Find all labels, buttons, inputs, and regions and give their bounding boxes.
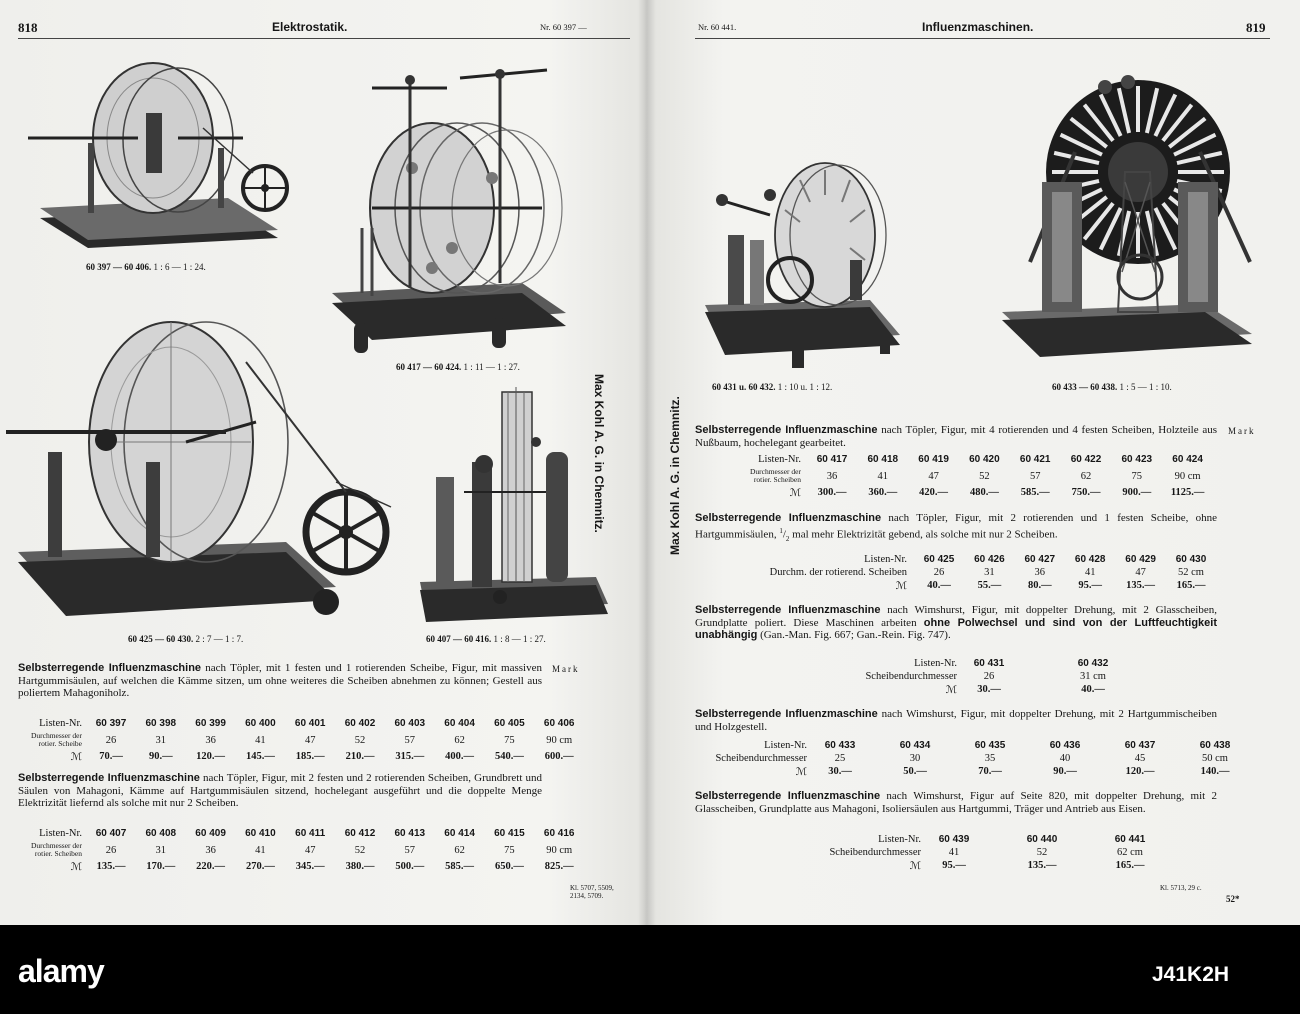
entry-6-price-table: [695, 740, 1255, 782]
table-cell-id: 60 405: [494, 718, 525, 729]
table-cell-size: 52 cm: [1178, 567, 1204, 578]
table-cell-price: 540.—: [494, 751, 524, 762]
entry-3-price-table: [695, 454, 1255, 502]
table-cell-id: 60 400: [245, 718, 276, 729]
table-cell-id: 60 423: [1121, 454, 1153, 465]
table-cell-size: 41: [948, 847, 960, 858]
table-cell-id: 60 411: [295, 828, 326, 839]
id-row: Listen-Nr. 60 417 60 418 60 419 60 420 60 421 60 422 60 423 60 424: [695, 454, 1255, 467]
table-cell-id: 60 407: [95, 828, 127, 839]
table-cell-id: 60 422: [1070, 454, 1102, 465]
table-cell-size: 62: [454, 735, 465, 746]
left-page-number: 818: [18, 20, 38, 35]
table-cell-size: 52: [1036, 847, 1048, 858]
entry-4-description: Selbsterregende Influenzmaschine nach Töpler, Figur, mit 2 rotierenden und 1 festen Scheibe, ohne Hartgummisäulen, $^1/_2$ mal mehr Elektrizität gebend, als solche mit nur 2 Scheiben.: [695, 512, 1217, 543]
table-cell-price: 90.—: [1053, 766, 1077, 777]
table-cell-price: 165.—: [1176, 580, 1206, 591]
table-cell-id: 60 401: [294, 718, 326, 729]
table-cell-size: 25: [834, 753, 846, 764]
table-cell-price: 95.—: [1078, 580, 1102, 591]
table-cell-size: 36: [205, 845, 216, 856]
left-page-title: Elektrostatik.: [272, 20, 348, 34]
table-cell-id: 60 432: [1077, 658, 1109, 669]
table-cell-price: 270.—: [245, 861, 275, 872]
table-cell-price: 585.—: [445, 861, 475, 872]
table-cell-size: 50 cm: [1202, 753, 1228, 764]
table-cell-price: 585.—: [1020, 487, 1050, 498]
book-gutter: [638, 0, 656, 925]
table-cell-price: 165.—: [1115, 860, 1145, 871]
table-cell-id: 60 421: [1019, 454, 1051, 465]
table-cell-id: 60 403: [394, 718, 426, 729]
table-cell-price: 315.—: [395, 751, 425, 762]
table-cell-size: 75: [1131, 471, 1143, 482]
id-row: Listen-Nr. 60 407 60 408 60 409 60 410 60 411 60 412 60 413 60 414 60 415 60 416: [18, 828, 618, 841]
table-cell-id: 60 408: [145, 828, 177, 839]
table-cell-price: 380.—: [345, 861, 375, 872]
table-cell-price: 70.—: [978, 766, 1002, 777]
table-cell-price: 55.—: [977, 580, 1002, 591]
table-cell-price: 185.—: [295, 751, 325, 762]
footnote-left: Kl. 5707, 5509, 2134, 5709.: [570, 884, 614, 900]
right-page-title: Influenzmaschinen.: [922, 20, 1034, 34]
table-cell-size: 52: [354, 845, 366, 856]
figure-6-caption: 60 433 — 60 438. 1 : 5 — 1 : 10.: [1052, 382, 1172, 392]
table-cell-price: 360.—: [868, 487, 898, 498]
entry-4-price-table: [695, 554, 1255, 596]
price-row: ℳ 135.— 170.— 220.— 270.— 345.— 380.— 500.— 585.— 650.— 825.—: [18, 861, 618, 874]
entry-3-description: Selbsterregende Influenzmaschine nach Töpler, Figur, mit 4 rotierenden und 4 festen Scheiben, Holzteile aus Nußbaum, hochelegant gearbeitet.: [695, 424, 1218, 449]
figure-3-caption: 60 425 — 60 430. 2 : 7 — 1 : 7.: [128, 634, 244, 644]
entry-2-description: Selbsterregende Influenzmaschine nach Töpler, Figur, mit 2 festen und 2 rotierenden Scheiben, Grundbrett und Säulen von Mahagoni, Kämme auf Hartgummisäulen sitzend, hochelegant ausgeführt und die doppelte Menge Elektrizität liefernd als solche mit nur 2 Scheiben.: [18, 772, 542, 809]
entry-2-price-table: [18, 828, 618, 876]
table-cell-price: 50.—: [903, 766, 927, 777]
table-cell-id: 60 415: [494, 828, 525, 839]
figure-1-caption: 60 397 — 60 406. 1 : 6 — 1 : 24.: [86, 262, 206, 272]
machine-illustration-5: [700, 140, 910, 370]
table-cell-size: 41: [1084, 567, 1096, 578]
table-cell-id: 60 402: [344, 718, 376, 729]
table-cell-id: 60 397: [95, 718, 127, 729]
stock-image-id: J41K2H: [1152, 963, 1230, 986]
table-cell-size: 52: [354, 735, 366, 746]
id-row: Listen-Nr. 60 397 60 398 60 399 60 400 60 401 60 402 60 403 60 404 60 405 60 406: [18, 718, 618, 731]
table-cell-size: 57: [404, 845, 416, 856]
figure-4-caption: 60 407 — 60 416. 1 : 8 — 1 : 27.: [426, 634, 546, 644]
table-cell-price: 120.—: [1125, 766, 1155, 777]
table-cell-price: 80.—: [1027, 580, 1052, 591]
price-row: ℳ 40.— 55.— 80.— 95.— 135.— 165.—: [695, 580, 1255, 593]
table-cell-price: 300.—: [817, 487, 847, 498]
table-cell-id: 60 438: [1199, 740, 1231, 751]
table-cell-id: 60 440: [1026, 834, 1058, 845]
table-cell-price: 140.—: [1200, 766, 1230, 777]
table-cell-size: 90 cm: [546, 845, 573, 856]
entry-6-description: Selbsterregende Influenzmaschine nach Wimshurst, Figur, mit doppelter Drehung, mit 2 Hartgummischeiben und Holzgestell.: [695, 708, 1217, 733]
table-cell-price: 1125.—: [1170, 487, 1205, 498]
table-cell-size: 36: [1034, 567, 1046, 578]
table-cell-price: 30.—: [977, 684, 1001, 695]
machine-illustration-4: [416, 382, 612, 628]
table-cell-price: 825.—: [544, 861, 574, 872]
table-cell-size: 90 cm: [546, 735, 573, 746]
machine-illustration-6: [1000, 72, 1254, 368]
table-cell-id: 60 425: [923, 554, 955, 565]
table-cell-price: 135.—: [96, 861, 126, 872]
table-cell-size: 57: [404, 735, 416, 746]
table-cell-size: 30: [909, 753, 921, 764]
table-cell-price: 900.—: [1122, 487, 1152, 498]
entry-1-description: Selbsterregende Influenzmaschine nach Töpler, mit 1 festen und 1 rotierenden Scheibe, Figur, mit massiven Hartgummisäulen, auf welchen die Kämme sitzen, um ohne weiteres die Scheiben abnehmen zu können; Gestell aus poliertem Mahagoniholz.: [18, 662, 542, 699]
table-cell-id: 60 431: [973, 658, 1005, 669]
entry-7-price-table: [695, 834, 1255, 876]
table-cell-size: 62 cm: [1117, 847, 1143, 858]
table-cell-id: 60 410: [245, 828, 276, 839]
table-cell-price: 95.—: [942, 860, 966, 871]
entry-5-description: Selbsterregende Influenzmaschine nach Wimshurst, Figur, mit doppelter Drehung, mit 2 Glasscheiben, Grundplatte poliert. Diese Maschinen arbeiten ohne Polwechsel und sind von der Luftfeuchtigkeit unabhängig (Gan.-Man. Fig. 667; Gan.-Rein. Fig. 747).: [695, 604, 1218, 641]
publisher-note-right: Max Kohl A. G. in Chemnitz.: [668, 396, 682, 555]
table-cell-id: 60 435: [974, 740, 1006, 751]
figure-5-caption: 60 431 u. 60 432. 1 : 10 u. 1 : 12.: [712, 382, 833, 392]
table-cell-size: 36: [826, 471, 838, 482]
table-cell-size: 47: [928, 471, 939, 482]
size-row: Scheibendurchmesser 41 52 62 cm: [695, 847, 1255, 860]
figure-2-caption: 60 417 — 60 424. 1 : 11 — 1 : 27.: [396, 362, 520, 372]
table-cell-size: 47: [304, 845, 316, 856]
price-row: ℳ 300.— 360.— 420.— 480.— 585.— 750.— 900.— 1125.—: [695, 487, 1255, 500]
table-cell-id: 60 424: [1172, 454, 1203, 465]
table-cell-price: 120.—: [196, 751, 226, 762]
table-cell-size: 35: [984, 753, 996, 764]
size-row: Durchmesser der rotier. Scheiben 26 31 36 41 47 52 57 62 75 90 cm: [18, 841, 618, 861]
right-header-rule: [695, 38, 1270, 39]
table-cell-price: 480.—: [969, 487, 999, 498]
table-cell-price: 40.—: [927, 580, 951, 591]
table-cell-id: 60 416: [543, 828, 575, 839]
table-cell-price: 40.—: [1081, 684, 1105, 695]
table-cell-size: 36: [205, 735, 216, 746]
sheet-signature: 52*: [1226, 894, 1240, 904]
price-row: ℳ 95.— 135.— 165.—: [695, 860, 1255, 873]
size-row: Scheibendurchmesser 26 31 cm: [695, 671, 1255, 684]
table-cell-price: 90.—: [148, 751, 173, 762]
table-cell-id: 60 398: [145, 718, 177, 729]
table-cell-price: 400.—: [445, 751, 475, 762]
entry-1-price-table: [18, 718, 618, 766]
id-row: Listen-Nr. 60 439 60 440 60 441: [695, 834, 1255, 847]
table-cell-size: 40: [1059, 753, 1071, 764]
table-cell-id: 60 437: [1124, 740, 1156, 751]
table-cell-size: 31: [155, 735, 167, 746]
table-cell-price: 30.—: [828, 766, 852, 777]
id-row: Listen-Nr. 60 425 60 426 60 427 60 428 60 429 60 430: [695, 554, 1255, 567]
table-cell-id: 60 426: [974, 554, 1005, 565]
table-cell-price: 135.—: [1126, 580, 1156, 591]
table-cell-price: 600.—: [544, 751, 574, 762]
table-cell-price: 345.—: [295, 861, 325, 872]
table-cell-size: 75: [504, 845, 515, 856]
id-row: Listen-Nr. 60 433 60 434 60 435 60 436 60 437 60 438: [695, 740, 1255, 753]
table-cell-price: 750.—: [1071, 487, 1101, 498]
table-cell-id: 60 434: [899, 740, 931, 751]
table-cell-size: 45: [1134, 753, 1146, 764]
table-cell-id: 60 412: [344, 828, 376, 839]
table-cell-id: 60 404: [444, 718, 475, 729]
right-page-number: 819: [1246, 20, 1266, 35]
table-cell-size: 41: [255, 735, 266, 746]
price-row: ℳ 30.— 40.—: [695, 684, 1255, 697]
stock-brand-logo[interactable]: alamy: [18, 953, 104, 989]
publisher-note-left: Max Kohl A. G. in Chemnitz.: [592, 374, 606, 533]
machine-illustration-1: [28, 58, 300, 248]
table-cell-price: 650.—: [494, 861, 524, 872]
mark-column-label-left: Mark: [552, 664, 580, 674]
table-cell-price: 145.—: [245, 751, 275, 762]
table-cell-size: 90 cm: [1174, 471, 1201, 482]
table-cell-id: 60 441: [1114, 834, 1146, 845]
right-page-ref: Nr. 60 441.: [698, 22, 737, 32]
size-row: Durchm. der rotierend. Scheiben 26 31 36 41 47 52 cm: [695, 567, 1255, 580]
footnote-right: Kl. 5713, 29 c.: [1160, 884, 1202, 892]
table-cell-size: 52: [979, 471, 990, 482]
size-row: Scheibendurchmesser 25 30 35 40 45 50 cm: [695, 753, 1255, 766]
table-cell-id: 60 418: [867, 454, 899, 465]
table-cell-size: 62: [1080, 471, 1092, 482]
table-cell-size: 31 cm: [1080, 671, 1106, 682]
table-cell-size: 31: [984, 567, 995, 578]
table-cell-size: 47: [1135, 567, 1146, 578]
table-cell-price: 500.—: [395, 861, 425, 872]
table-cell-size: 26: [983, 671, 995, 682]
entry-5-price-table: [695, 658, 1255, 700]
table-cell-id: 60 409: [195, 828, 226, 839]
price-row: ℳ 70.— 90.— 120.— 145.— 185.— 210.— 315.— 400.— 540.— 600.—: [18, 751, 618, 764]
id-row: Listen-Nr. 60 431 60 432: [695, 658, 1255, 671]
table-cell-id: 60 439: [938, 834, 970, 845]
size-row: Durchmesser der rotier. Scheibe 26 31 36 41 47 52 57 62 75 90 cm: [18, 731, 618, 751]
table-cell-size: 75: [504, 735, 515, 746]
table-cell-id: 60 433: [824, 740, 856, 751]
table-cell-size: 62: [454, 845, 465, 856]
table-cell-size: 47: [304, 735, 316, 746]
mark-column-label-right: Mark: [1228, 426, 1256, 436]
table-cell-size: 41: [255, 845, 266, 856]
table-cell-id: 60 427: [1024, 554, 1056, 565]
table-cell-id: 60 429: [1125, 554, 1156, 565]
table-cell-price: 70.—: [99, 751, 123, 762]
table-cell-price: 210.—: [345, 751, 375, 762]
table-cell-id: 60 413: [394, 828, 426, 839]
table-cell-id: 60 399: [195, 718, 226, 729]
table-cell-size: 26: [105, 845, 117, 856]
table-cell-size: 26: [105, 735, 117, 746]
table-cell-id: 60 419: [918, 454, 949, 465]
table-cell-price: 420.—: [919, 487, 949, 498]
price-row: ℳ 30.— 50.— 70.— 90.— 120.— 140.—: [695, 766, 1255, 779]
table-cell-price: 135.—: [1027, 860, 1057, 871]
table-cell-size: 57: [1029, 471, 1041, 482]
table-cell-id: 60 406: [543, 718, 575, 729]
table-cell-size: 41: [877, 471, 889, 482]
table-cell-id: 60 428: [1074, 554, 1106, 565]
table-cell-size: 31: [155, 845, 167, 856]
size-row: Durchmesser der rotier. Scheiben 36 41 47 52 57 62 75 90 cm: [695, 467, 1255, 487]
left-header-rule: [18, 38, 630, 39]
left-page-ref: Nr. 60 397 —: [540, 22, 587, 32]
machine-illustration-3: [6, 312, 402, 628]
table-cell-id: 60 414: [444, 828, 475, 839]
table-cell-price: 170.—: [146, 861, 176, 872]
entry-7-description: Selbsterregende Influenzmaschine nach Wimshurst, Figur auf Seite 820, mit doppelter Drehung, mit 2 Glasscheiben, Grundplatte aus Mahagoni, Isoliersäulen aus Hartgummi, Träger und Antrieb aus Eisen.: [695, 790, 1217, 815]
table-cell-id: 60 417: [816, 454, 848, 465]
table-cell-id: 60 436: [1049, 740, 1081, 751]
stock-banner: [0, 925, 1300, 1014]
table-cell-id: 60 420: [969, 454, 1000, 465]
table-cell-price: 220.—: [196, 861, 226, 872]
table-cell-size: 26: [933, 567, 945, 578]
table-cell-id: 60 430: [1175, 554, 1207, 565]
